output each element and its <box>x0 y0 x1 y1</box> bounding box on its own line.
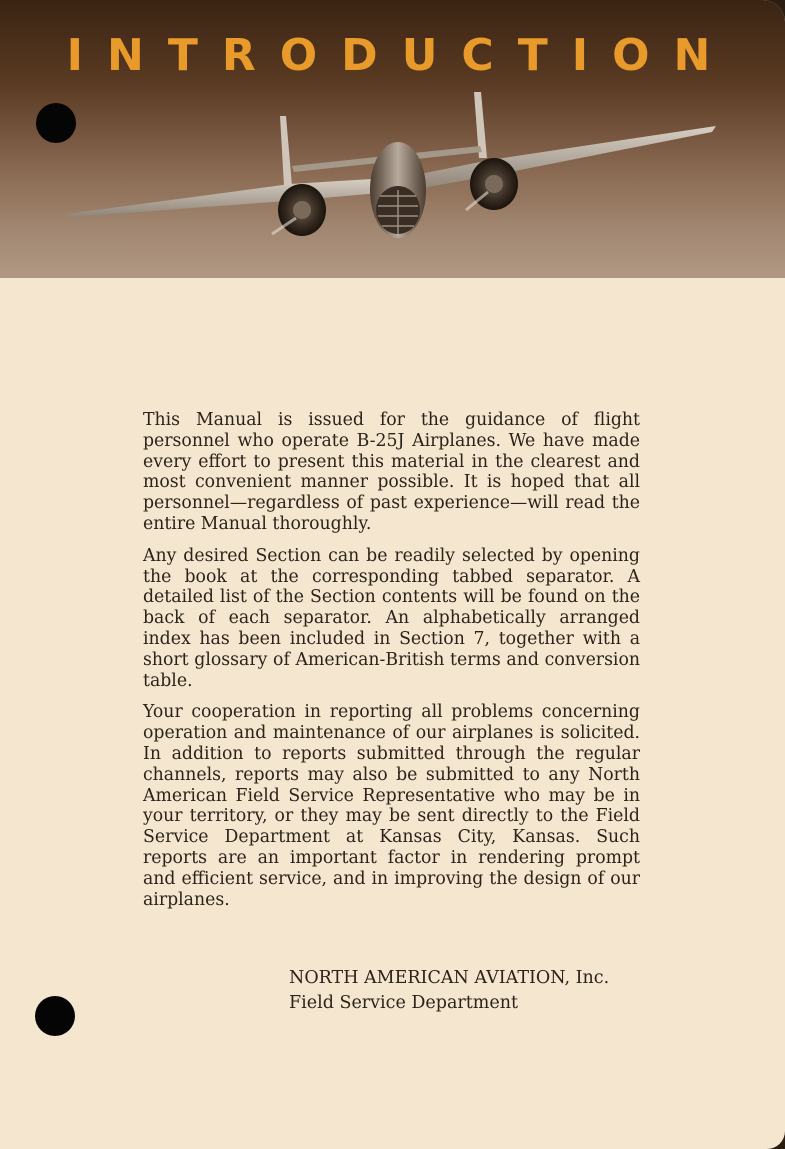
airplane-illustration <box>0 80 785 250</box>
company-name: NORTH AMERICAN AVIATION, Inc. <box>289 968 610 988</box>
paragraph-3: Your cooperation in reporting all problems concerning operation and maintenance of our airplanes is solicited. In addition to reports submitted through the regular channels, reports may also be submitted to any North American Field Service Representative who may be in your territory, or they may be sent directly to the Field Service Department at Kansas City, Kansas. Such reports are an important factor in rendering prompt and efficient service, and in improving the design of our airplanes. <box>143 702 640 910</box>
paragraph-1: This Manual is issued for the guidance of flight personnel who operate B-25J Airplanes. We have made every effort to present this material in the clearest and most convenient manner possible. It is hoped that all personnel—regardless of past experience—will read the entire Manual thoroughly. <box>143 410 640 534</box>
binder-hole-bottom <box>35 996 75 1036</box>
paragraph-2: Any desired Section can be readily selected by opening the book at the corresponding tabbed separator. A detailed list of the Section contents will be found on the back of each separator. An alphabetically arranged index has been included in Section 7, together with a short glossary of American-British terms and conversion table. <box>143 545 640 691</box>
page-title: INTRODUCTION <box>66 30 735 81</box>
binder-hole-top <box>36 103 76 143</box>
department-name: Field Service Department <box>289 993 519 1013</box>
introduction-text <box>143 410 640 921</box>
signature-block <box>289 966 609 1016</box>
header-banner <box>0 0 785 278</box>
